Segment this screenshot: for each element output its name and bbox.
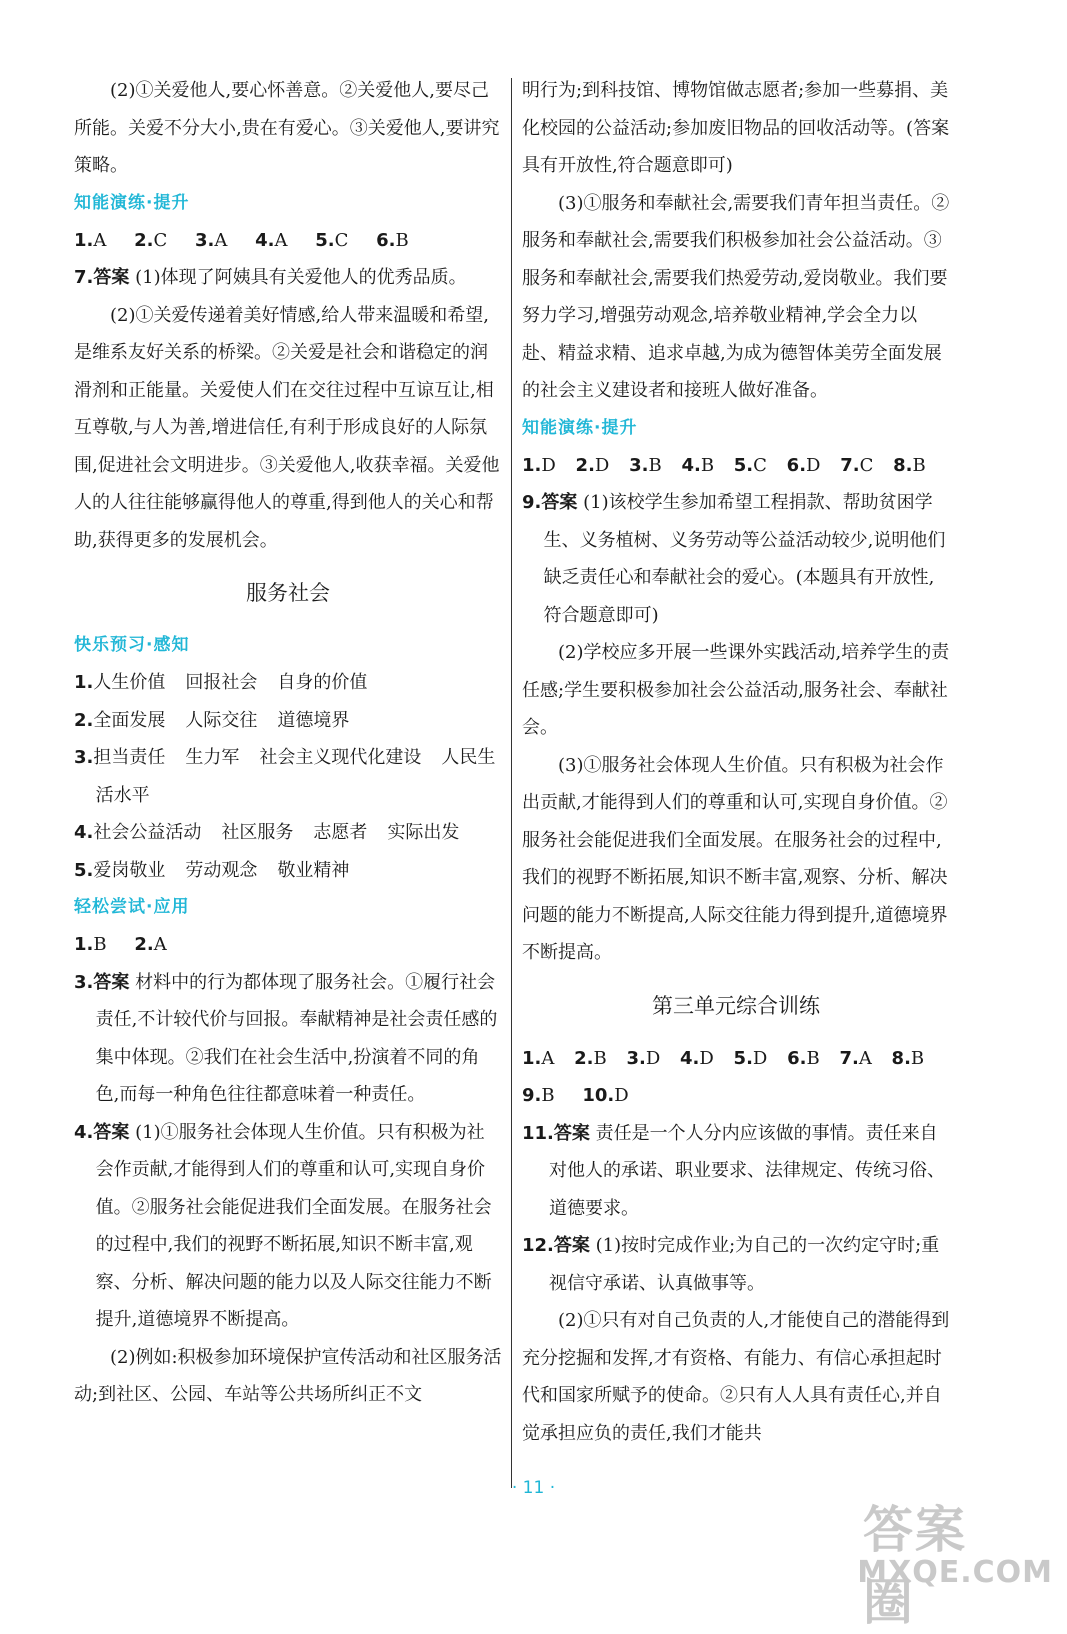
answer-q11: 11.答案 责任是一个人分内应该做的事情。责任来自对他人的承诺、职业要求、法律规定、传统习俗、道德要求。 — [522, 1122, 945, 1219]
answer-q7: 7.答案 (1)体现了阿姨具有关爱他人的优秀品质。 — [74, 267, 467, 288]
fill-answer-3: 3.担当责任 生力军 社会主义现代化建设 人民生活水平 — [74, 747, 496, 806]
answer-q12-part2: (2)①只有对自己负责的人,才能使自己的潜能得到充分挖掘和发挥,才有资格、有能力、有信心承担起时代和国家所赋予的使命。②只有人人具有责任心,并自觉承担应负的责任,我们才能共 — [522, 1310, 950, 1444]
answer-q4: 4.答案 (1)①服务社会体现人生价值。只有积极为社会作贡献,才能得到人们的尊重和认可,实现自身价值。②服务社会能促进我们全面发展。在服务社会的过程中,我们的视野不断拓展,知识不断丰富,观察、分析、解决问题的能力以及人际交往能力不断提升,道德境界不断提高。 — [74, 1121, 492, 1330]
answer-q9: 9.答案 (1)该校学生参加希望工程捐款、帮助贫困学生、义务植树、义务劳动等公益活动较少,说明他们缺乏责任心和奉献社会的爱心。(本题具有开放性,符合题意即可) — [522, 492, 946, 626]
left-column — [74, 72, 502, 1414]
section-heading: 知能演练·提升 — [74, 192, 190, 213]
right-paragraph-2: (3)①服务和奉献社会,需要我们青年担当责任。②服务和奉献社会,需要我们积极参加社会公益活动。③服务和奉献社会,需要我们热爱劳动,爱岗敬业。我们要努力学习,增强劳动观念,培养敬业精神,学会全力以赴、精益求精、追求卓越,为成为德智体美劳全面发展的社会主义建设者和接班人做好准备。 — [522, 192, 950, 401]
right-paragraph-1: 明行为;到科技馆、博物馆做志愿者;参加一些募捐、美化校园的公益活动;参加废旧物品的回收活动等。(答案具有开放性,符合题意即可) — [522, 80, 950, 176]
answer-q3: 3.答案 材料中的行为都体现了服务社会。①履行社会责任,不计较代价与回报。奉献精神是社会责任感的集中体现。②我们在社会生活中,扮演着不同的角色,而每一种角色往往都意味着一种责任。 — [74, 971, 498, 1105]
choice-answers: 1.A 2.B 3.D 4.D 5.D 6.B 7.A 8.B — [522, 1047, 925, 1069]
answer-q9-part3: (3)①服务社会体现人生价值。只有积极为社会作出贡献,才能得到人们的尊重和认可,实现自身价值。②服务社会能促进我们全面发展。在服务社会的过程中,我们的视野不断拓展,知识不断丰富,观察、分析、解决问题的能力不断提高,人际交往能力得到提升,道德境界不断提高。 — [522, 754, 948, 963]
section-heading: 快乐预习·感知 — [74, 635, 190, 655]
choice-answers: 1.B 2.A — [74, 934, 167, 955]
fill-answer-2: 2.全面发展 人际交往 道德境界 — [74, 709, 350, 731]
answer-q4-part2: (2)例如:积极参加环境保护宣传活动和社区服务活动;到社区、公园、车站等公共场所纠正不文 — [74, 1346, 502, 1405]
answer-q7-part2: (2)①关爱传递着美好情感,给人带来温暖和希望,是维系友好关系的桥梁。②关爱是社会和谐稳定的润滑剂和正能量。关爱使人们在交往过程中互谅互让,相互尊敬,与人为善,增进信任,有利于形成良好的人际氛围,促进社会文明进步。③关爱他人,收获幸福。关爱他人的人往往能够赢得他人的尊重,得到他人的关心和帮助,获得更多的发展机会。 — [74, 304, 500, 551]
section-heading: 轻松尝试·应用 — [74, 897, 190, 917]
section-heading: 知能演练·提升 — [522, 417, 638, 438]
fill-answer-1: 1.人生价值 回报社会 自身的价值 — [74, 672, 368, 693]
choice-answers: 1.D 2.D 3.B 4.B 5.C 6.D 7.C 8.B — [522, 454, 926, 476]
fill-answer-5: 5.爱岗敬业 劳动观念 敬业精神 — [74, 859, 350, 881]
watermark-text: 答案圈 — [863, 1501, 967, 1631]
fill-answer-4: 4.社会公益活动 社区服务 志愿者 实际出发 — [74, 822, 460, 843]
page-number: · 11 · — [511, 1478, 556, 1498]
unit-title: 第三单元综合训练 — [652, 993, 820, 1018]
answer-q12: 12.答案 (1)按时完成作业;为自己的一次约定守时;重视信守承诺、认真做事等。 — [522, 1235, 940, 1294]
watermark-url: MXQE.COM — [857, 1555, 1053, 1590]
watermark-logo — [857, 1490, 1053, 1631]
right-column — [522, 72, 950, 1452]
column-divider — [511, 78, 512, 1488]
choice-answers: 1.A 2.C 3.A 4.A 5.C 6.B — [74, 229, 409, 251]
choice-answers: 9.B 10.D — [522, 1085, 629, 1106]
answer-q9-part2: (2)学校应多开展一些课外实践活动,培养学生的责任感;学生要积极参加社会公益活动,服务社会、奉献社会。 — [522, 642, 950, 738]
lesson-title: 服务社会 — [246, 581, 330, 605]
left-paragraph-1: (2)①关爱他人,要心怀善意。②关爱他人,要尽己所能。关爱不分大小,贵在有爱心。③关爱他人,要讲究策略。 — [74, 80, 500, 176]
